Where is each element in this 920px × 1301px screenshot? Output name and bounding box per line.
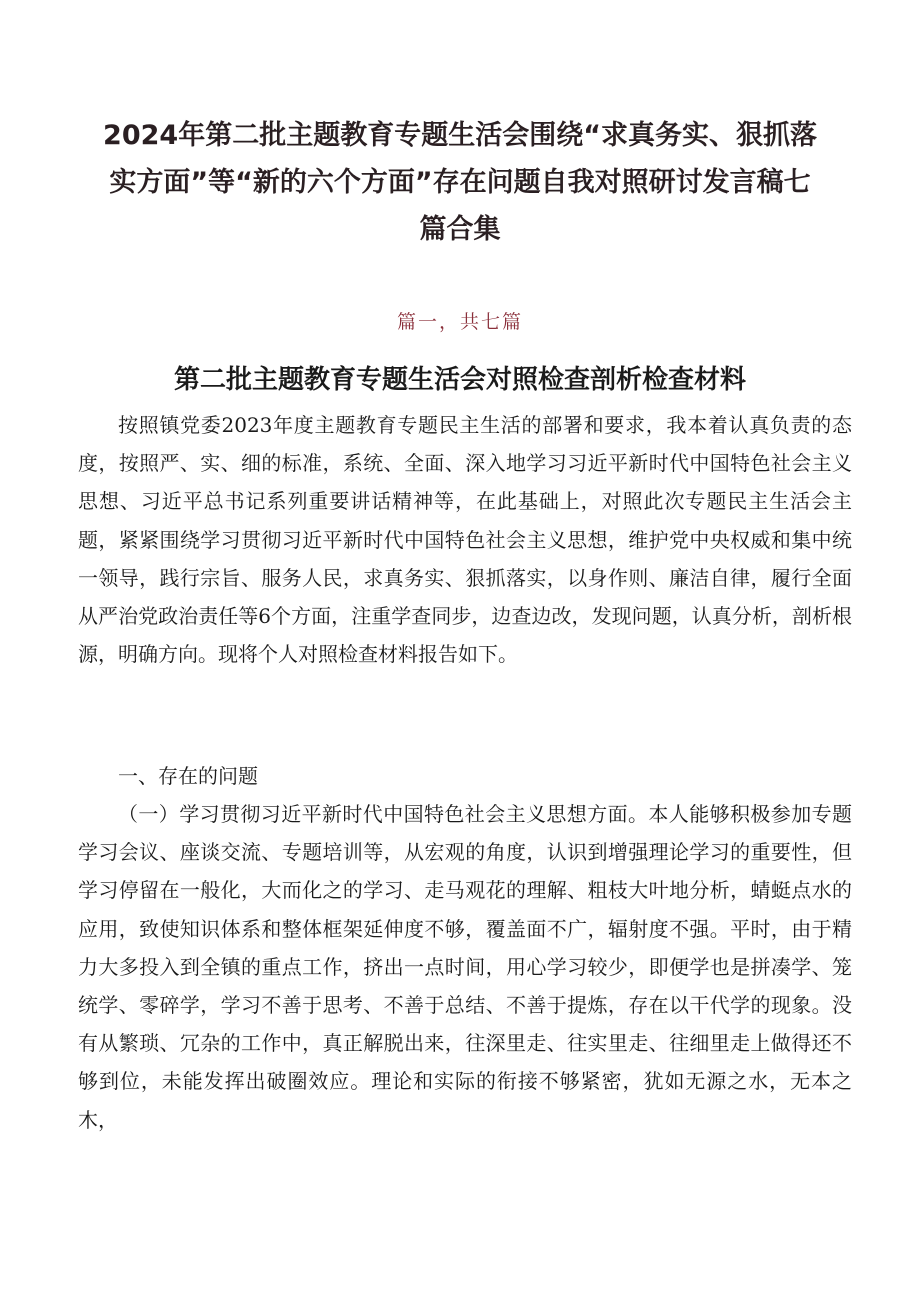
intro-paragraph: 按照镇党委2023年度主题教育专题民主生活的部署和要求，我本着认真负责的态度，按照严、实、细的标准，系统、全面、深入地学习习近平新时代中国特色社会主义思想、习近平总书记系列重要讲话精神等，在此基础上，对照此次专题民主生活会主题，紧紧围绕学习贯彻习近平新时代中国特色社会主义思想，维护党中央权威和集中统一领导，践行宗旨、服务人民，求真务实、狠抓落实，以身作则、廉洁自律，履行全面从严治党政治责任等6个方面，注重学查同步，边查边改，发现问题，认真分析，剖析根源，明确方向。现将个人对照检查材料报告如下。 <box>78 413 852 667</box>
section-heading: 一、存在的问题 <box>118 764 258 788</box>
section-label: 篇一，共七篇 <box>396 311 523 333</box>
body-paragraph: （一）学习贯彻习近平新时代中国特色社会主义思想方面。本人能够积极参加专题学习会议、座谈交流、专题培训等，从宏观的角度，认识到增强理论学习的重要性，但学习停留在一般化，大而化之的学习、走马观花的理解、粗枝大叶地分析，蜻蜓点水的应用，致使知识体系和整体框架延伸度不够，覆盖面不广，辐射度不强。平时，由于精力大多投入到全镇的重点工作，挤出一点时间，用心学习较少，即便学也是拼凑学、笼统学、零碎学，学习不善于思考、不善于总结、不善于提炼，存在以干代学的现象。没有从繁琐、冗杂的工作中，真正解脱出来，往深里走、往实里走、往细里走上做得还不够到位，未能发挥出破圈效应。理论和实际的衔接不够紧密，犹如无源之水，无本之木， <box>78 802 852 1132</box>
article-title: 第二批主题教育专题生活会对照检查剖析检查材料 <box>173 365 746 395</box>
document-title: 2024年第二批主题教育专题生活会围绕“求真务实、狠抓落实方面”等“新的六个方面”存在问题自我对照研讨发言稿七篇合集 <box>103 120 817 245</box>
